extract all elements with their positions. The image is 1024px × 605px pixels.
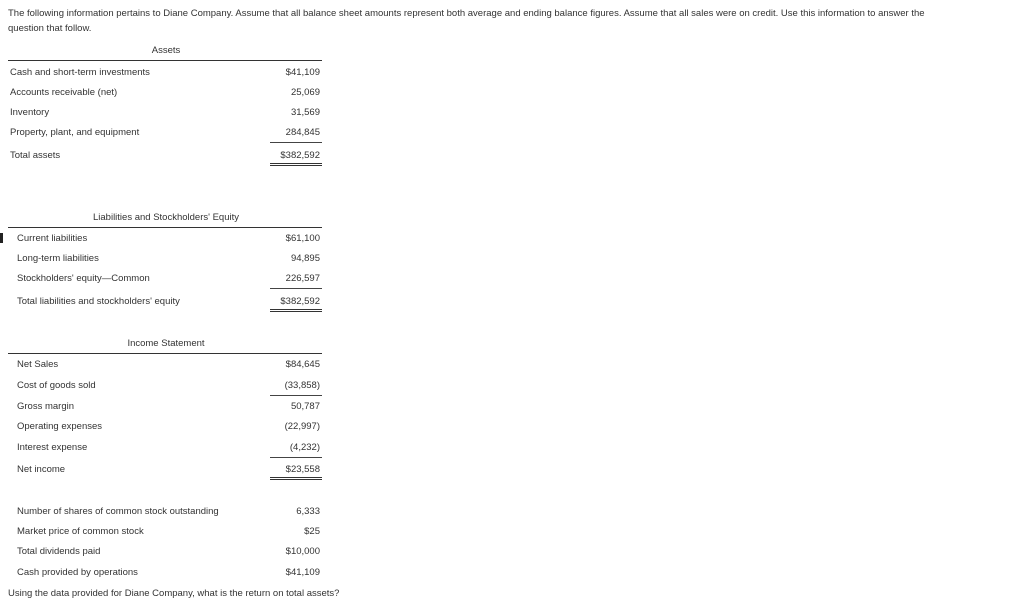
assets-label-total: Total assets xyxy=(10,150,61,161)
row-marker xyxy=(0,233,3,243)
liabilities-total-rule-1 xyxy=(270,309,322,310)
income-label-interest: Interest expense xyxy=(17,442,88,453)
assets-value-inventory: 31,569 xyxy=(290,107,320,118)
other-value-cash-ops: $41,109 xyxy=(285,567,320,578)
liabilities-value-longterm: 94,895 xyxy=(290,253,320,264)
liabilities-label-longterm: Long-term liabilities xyxy=(17,253,99,264)
other-label-dividends: Total dividends paid xyxy=(17,546,101,557)
intro-paragraph xyxy=(8,6,1024,36)
income-label-operating: Operating expenses xyxy=(17,421,103,432)
income-value-interest: (4,232) xyxy=(289,442,320,453)
question-text: Using the data provided for Diane Company, what is the return on total assets? xyxy=(8,588,340,599)
income-label-gross-margin: Gross margin xyxy=(17,401,75,412)
assets-subtotal-rule xyxy=(270,142,322,143)
assets-label-ppe: Property, plant, and equipment xyxy=(10,127,140,138)
liabilities-label-equity: Stockholders' equity—Common xyxy=(17,273,150,284)
liabilities-header: Liabilities and Stockholders' Equity xyxy=(93,212,239,223)
assets-label-cash: Cash and short-term investments xyxy=(10,67,150,78)
income-value-cogs: (33,858) xyxy=(284,380,320,391)
income-label-net-sales: Net Sales xyxy=(17,359,59,370)
other-label-cash-ops: Cash provided by operations xyxy=(17,567,138,578)
other-value-market-price: $25 xyxy=(304,526,320,537)
income-value-net-income: $23,558 xyxy=(285,464,320,475)
assets-total-rule-1 xyxy=(270,163,322,164)
income-value-gross-margin: 50,787 xyxy=(290,401,320,412)
assets-value-total: $382,592 xyxy=(280,150,320,161)
liabilities-value-total: $382,592 xyxy=(280,296,320,307)
income-header-rule xyxy=(8,353,322,354)
liabilities-label-current: Current liabilities xyxy=(17,233,88,244)
assets-header: Assets xyxy=(151,45,181,56)
income-subtotal-rule xyxy=(270,457,322,458)
intro-line-1: The following information pertains to Diane Company. Assume that all balance sheet amounts represent both average and ending balance figures. Assume that all sales were on credit. Use this information to answer the xyxy=(8,8,925,19)
assets-value-cash: $41,109 xyxy=(285,67,320,78)
liabilities-header-rule xyxy=(8,227,322,228)
liabilities-value-current: $61,100 xyxy=(285,233,320,244)
other-label-market-price: Market price of common stock xyxy=(17,526,144,537)
assets-value-ppe: 284,845 xyxy=(285,127,320,138)
other-value-dividends: $10,000 xyxy=(285,546,320,557)
income-total-rule-2 xyxy=(270,479,322,480)
liabilities-subtotal-rule xyxy=(270,288,322,289)
intro-line-2: question that follow. xyxy=(8,23,92,34)
assets-label-inventory: Inventory xyxy=(10,107,50,118)
assets-label-receivable: Accounts receivable (net) xyxy=(10,87,118,98)
income-value-operating: (22,997) xyxy=(284,421,320,432)
income-label-cogs: Cost of goods sold xyxy=(17,380,96,391)
income-label-net-income: Net income xyxy=(17,464,66,475)
income-total-rule-1 xyxy=(270,477,322,478)
liabilities-label-total: Total liabilities and stockholders' equity xyxy=(17,296,180,307)
assets-value-receivable: 25,069 xyxy=(290,87,320,98)
other-label-shares: Number of shares of common stock outstanding xyxy=(17,506,219,517)
income-value-net-sales: $84,645 xyxy=(285,359,320,370)
assets-total-rule-2 xyxy=(270,165,322,166)
liabilities-total-rule-2 xyxy=(270,311,322,312)
income-header: Income Statement xyxy=(127,338,205,349)
other-value-shares: 6,333 xyxy=(296,506,320,517)
assets-header-rule xyxy=(8,60,322,61)
liabilities-value-equity: 226,597 xyxy=(285,273,320,284)
income-cogs-rule xyxy=(270,395,322,396)
